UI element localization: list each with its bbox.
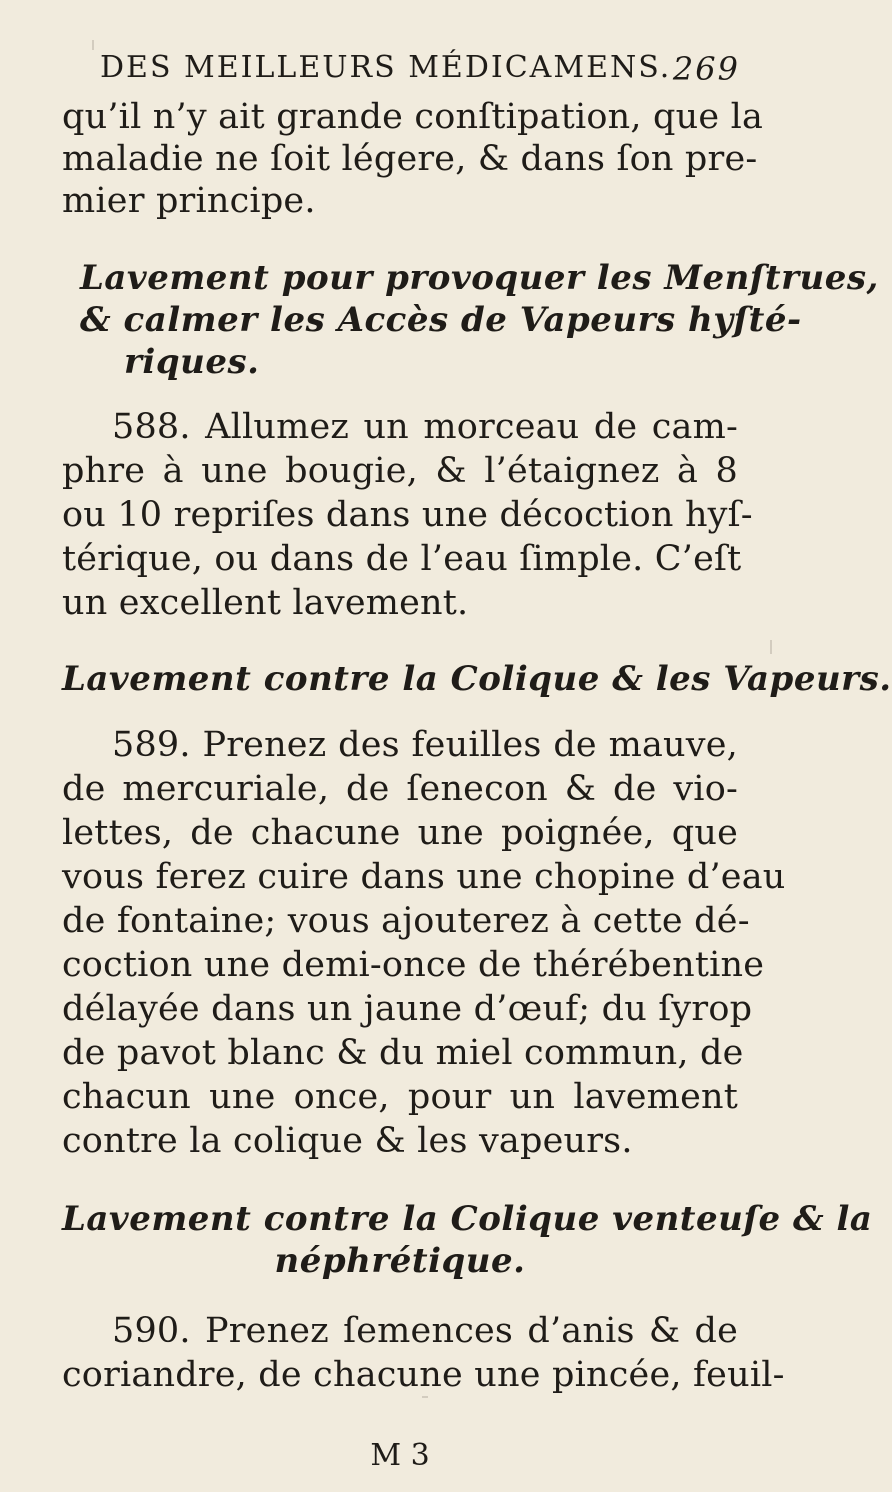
section-heading: Lavement pour provoquer les Menſtrues, — [80, 258, 879, 298]
page-number: 269 — [672, 50, 740, 88]
paragraph-line: de pavot blanc & du miel commun, de — [62, 1033, 744, 1073]
section-heading: néphrétique. — [274, 1241, 526, 1281]
paper-speck — [422, 1396, 428, 1398]
paragraph-line: contre la colique & les vapeurs. — [62, 1121, 633, 1161]
paragraph-line: ou 10 repriſes dans une décoction hyſ- — [62, 495, 753, 535]
body-line: mier principe. — [62, 181, 316, 221]
running-title: DES MEILLEURS MÉDICAMENS. — [100, 50, 672, 85]
paragraph-line: de mercuriale, de ſenecon & de vio- — [62, 769, 738, 809]
paper-speck — [92, 40, 94, 50]
body-line: qu’il n’y ait grande conſtipation, que la — [62, 97, 764, 137]
section-heading: riques. — [124, 342, 260, 382]
paragraph-line: coction une demi-once de thérébentine — [62, 945, 765, 985]
paragraph-line: lettes, de chacune une poignée, que — [62, 813, 738, 853]
signature-mark: M 3 — [370, 1438, 430, 1473]
paragraph-line: 589. Prenez des feuilles de mauve, — [112, 725, 738, 765]
paragraph-line: coriandre, de chacune une pincée, feuil- — [62, 1355, 785, 1395]
section-heading: Lavement contre la Colique & les Vapeurs. — [62, 659, 892, 699]
body-line: maladie ne ſoit légere, & dans ſon pre- — [62, 139, 758, 179]
paragraph-line: phre à une bougie, & l’étaignez à 8 — [62, 451, 738, 491]
paragraph-line: 588. Allumez un morceau de cam- — [112, 407, 738, 447]
paper-speck — [770, 640, 772, 654]
paragraph-line: délayée dans un jaune d’œuf; du ſyrop — [62, 989, 753, 1029]
paragraph-line: chacun une once, pour un lavement — [62, 1077, 738, 1117]
section-heading: Lavement contre la Colique venteuſe & la — [62, 1199, 873, 1239]
section-heading: & calmer les Accès de Vapeurs hyſté- — [80, 300, 802, 340]
paragraph-line: de fontaine; vous ajouterez à cette dé- — [62, 901, 750, 941]
paragraph-line: térique, ou dans de l’eau ſimple. C’eſt — [62, 539, 742, 579]
paragraph-line: 590. Prenez ſemences d’anis & de — [112, 1311, 738, 1351]
paragraph-line: vous ferez cuire dans une chopine d’eau — [62, 857, 786, 897]
paragraph-line: un excellent lavement. — [62, 583, 469, 623]
